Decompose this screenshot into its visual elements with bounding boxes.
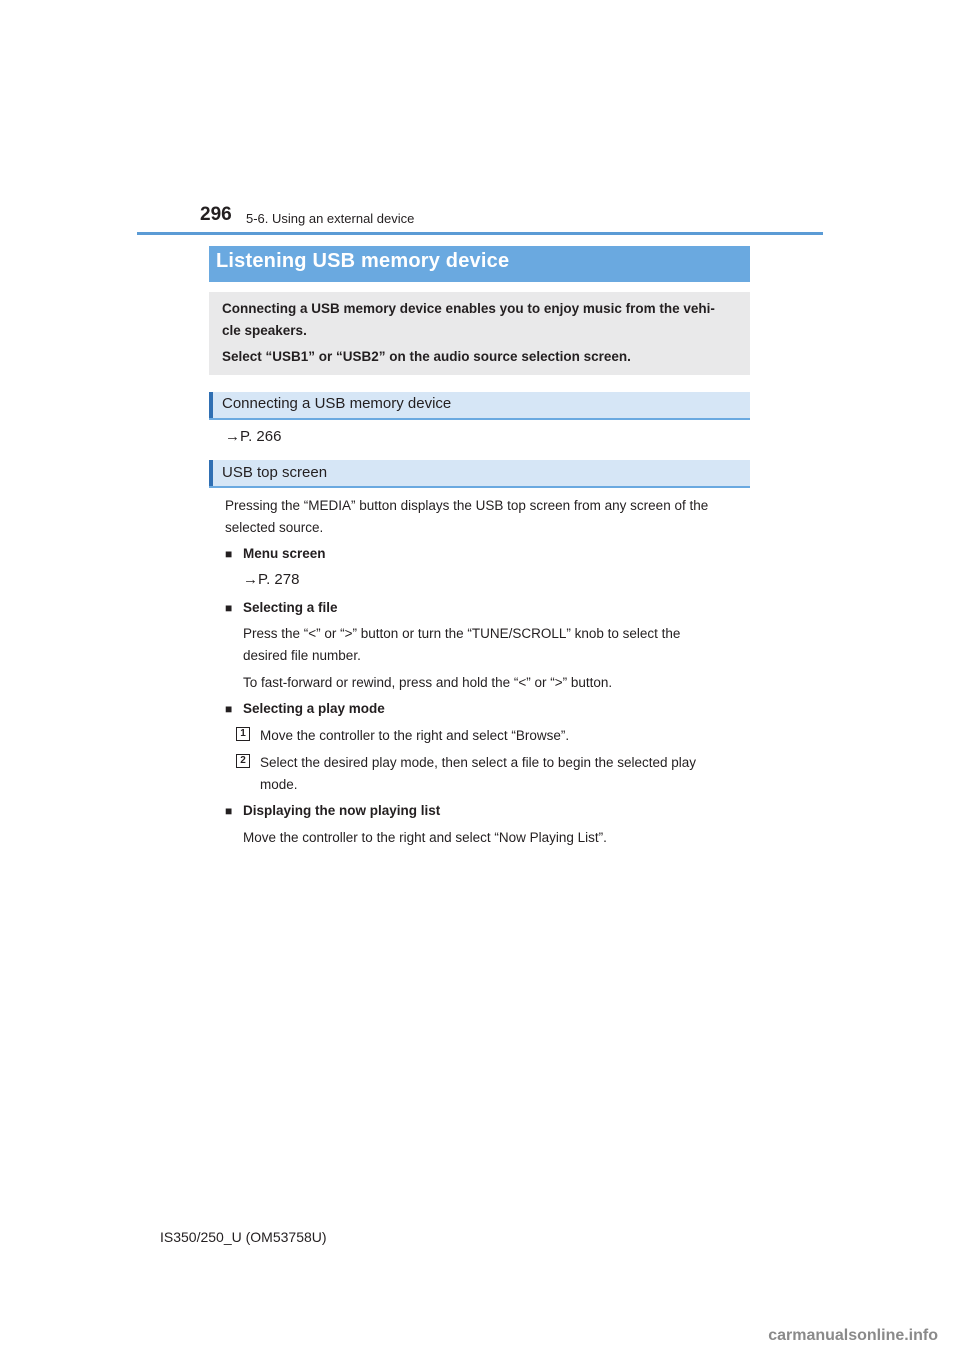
watermark: carmanualsonline.info bbox=[768, 1327, 938, 1344]
subheading-connecting: Connecting a USB memory device bbox=[222, 395, 452, 412]
page-reference-text: P. 278 bbox=[258, 571, 300, 588]
step-text: mode. bbox=[260, 777, 298, 792]
intro-line: Select “USB1” or “USB2” on the audio source selection screen. bbox=[222, 349, 631, 364]
paragraph-line: Press the “<” or “>” button or turn the “TUNE/SCROLL” knob to select the bbox=[243, 626, 681, 641]
intro-line: Connecting a USB memory device enables you to enjoy music from the vehi- bbox=[222, 301, 715, 316]
paragraph-line: selected source. bbox=[225, 520, 324, 535]
item-title-selecting-file: Selecting a file bbox=[243, 600, 338, 615]
item-title-menu-screen: Menu screen bbox=[243, 546, 326, 561]
item-title-now-playing: Displaying the now playing list bbox=[243, 803, 441, 818]
page-reference-text: P. 266 bbox=[240, 428, 282, 445]
page-title: Listening USB memory device bbox=[216, 250, 510, 272]
square-bullet-icon: ■ bbox=[225, 804, 233, 818]
step-number-1: 1 bbox=[236, 727, 250, 741]
item-title-play-mode: Selecting a play mode bbox=[243, 701, 385, 716]
subheading-top-screen: USB top screen bbox=[222, 464, 328, 481]
step-number-2: 2 bbox=[236, 754, 250, 768]
page-reference-278[interactable] bbox=[243, 571, 299, 589]
paragraph-line: Pressing the “MEDIA” button displays the USB top screen from any screen of the bbox=[225, 498, 709, 513]
page-reference-266[interactable] bbox=[225, 428, 281, 446]
subheading-marker bbox=[209, 392, 213, 418]
step-text: Select the desired play mode, then select a file to begin the selected play bbox=[260, 755, 697, 770]
square-bullet-icon: ■ bbox=[225, 547, 233, 561]
manual-code-footer: IS350/250_U (OM53758U) bbox=[160, 1229, 327, 1245]
subheading-marker bbox=[209, 460, 213, 486]
square-bullet-icon: ■ bbox=[225, 702, 233, 716]
paragraph-line: Move the controller to the right and select “Now Playing List”. bbox=[243, 830, 607, 845]
intro-line: cle speakers. bbox=[222, 323, 307, 338]
page-number: 296 bbox=[200, 204, 232, 225]
section-label: 5-6. Using an external device bbox=[246, 211, 415, 226]
header-rule bbox=[137, 232, 823, 235]
square-bullet-icon: ■ bbox=[225, 601, 233, 615]
paragraph-line: To fast-forward or rewind, press and hold the “<” or “>” button. bbox=[243, 675, 613, 690]
right-arrow-icon: → bbox=[225, 428, 240, 445]
right-arrow-icon: → bbox=[243, 571, 258, 588]
step-text: Move the controller to the right and select “Browse”. bbox=[260, 728, 570, 743]
paragraph-line: desired file number. bbox=[243, 648, 361, 663]
